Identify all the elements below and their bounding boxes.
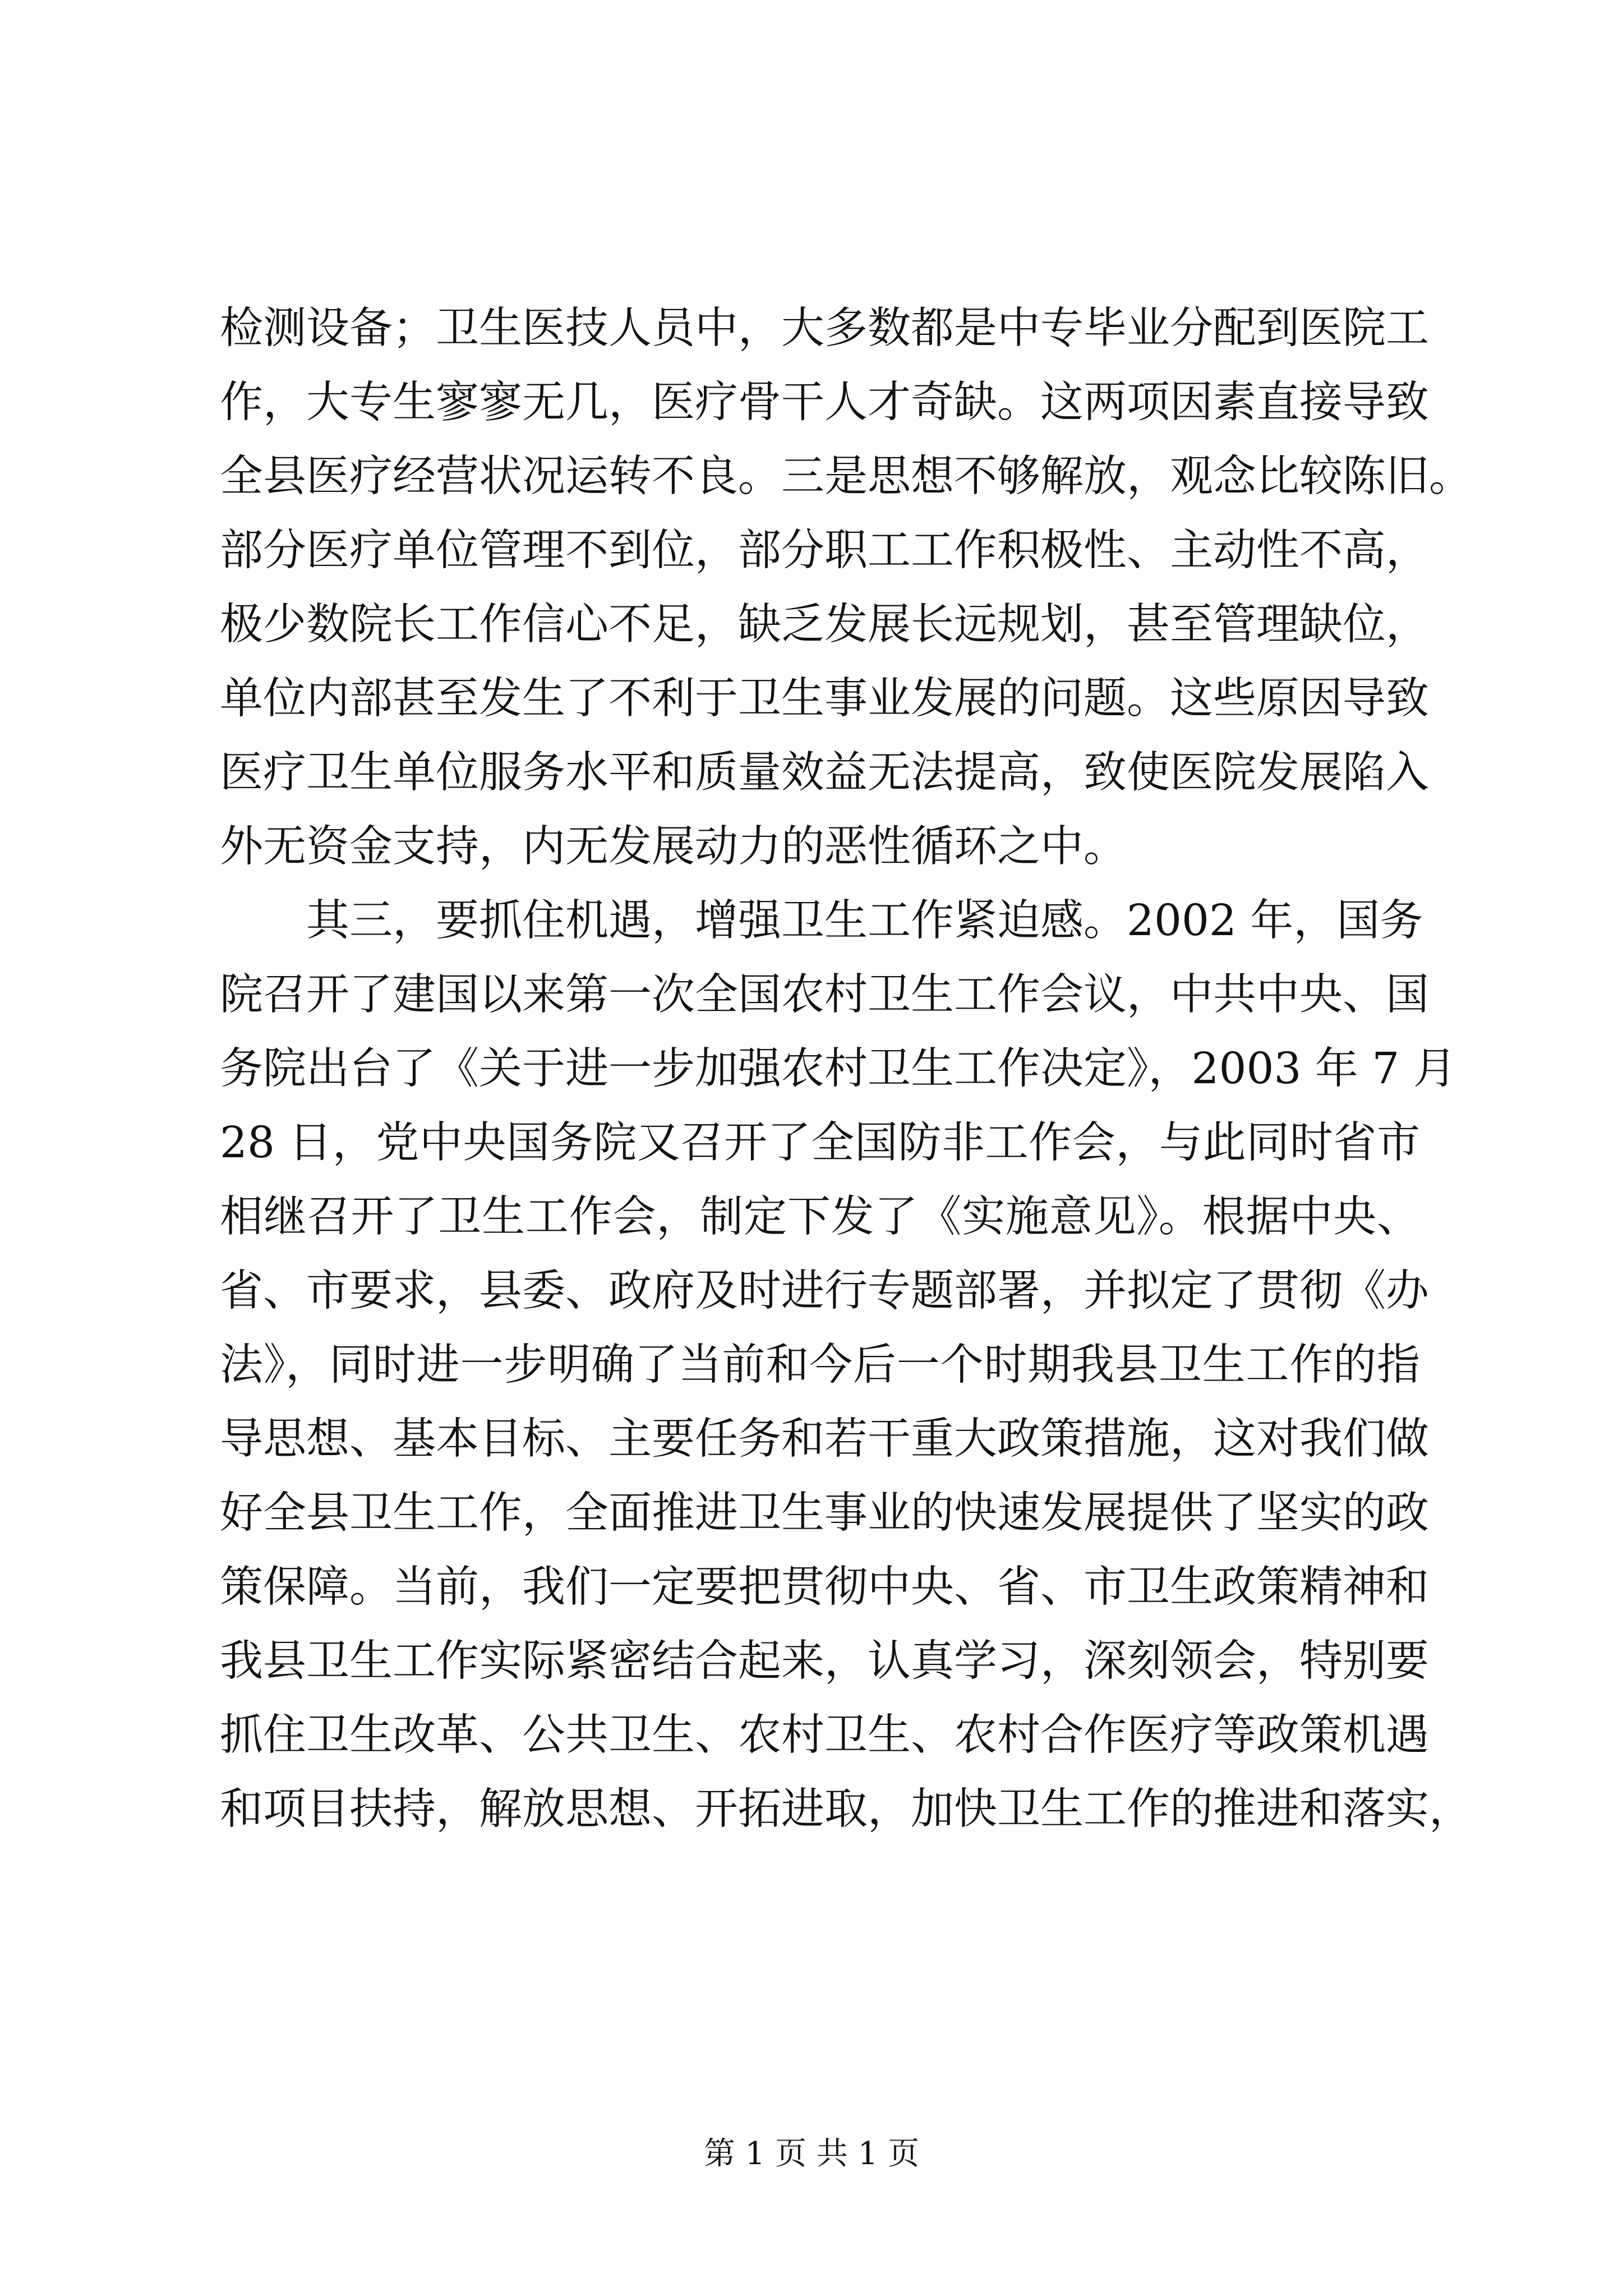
text-line: 抓住卫生改革、公共卫生、农村卫生、农村合作医疗等政策机遇 xyxy=(220,1710,1429,1760)
page-number: 第 1 页 共 1 页 xyxy=(703,2136,920,2172)
body-text xyxy=(220,292,1472,1847)
text-line: 和项目扶持，解放思想、开拓进取，加快卫生工作的推进和落实， xyxy=(220,1784,1472,1834)
text-line: 我县卫生工作实际紧密结合起来，认真学习，深刻领会，特别要 xyxy=(220,1636,1429,1686)
text-line: 院召开了建国以来第一次全国农村卫生工作会议，中共中央、国 xyxy=(220,970,1429,1020)
text-line: 外无资金支持，内无发展动力的恶性循环之中。 xyxy=(220,822,1127,872)
text-line: 法》，同时进一步明确了当前和今后一个时期我县卫生工作的指 xyxy=(220,1340,1420,1390)
text-line: 其三，要抓住机遇，增强卫生工作紧迫感。2002 年，国务 xyxy=(220,896,1423,946)
text-line: 28 日，党中央国务院又召开了全国防非工作会，与此同时省市 xyxy=(220,1118,1420,1168)
text-line: 检测设备；卫生医技人员中，大多数都是中专毕业分配到医院工 xyxy=(220,303,1429,353)
text-line: 策保障。当前，我们一定要把贯彻中央、省、市卫生政策精神和 xyxy=(220,1562,1429,1612)
text-line: 单位内部甚至发生了不利于卫生事业发展的问题。这些原因导致 xyxy=(220,674,1429,724)
text-line: 全县医疗经营状况运转不良。三是思想不够解放，观念比较陈旧。 xyxy=(220,452,1472,501)
text-line: 务院出台了《关于进一步加强农村卫生工作决定》，2003 年 7 月 xyxy=(220,1044,1456,1094)
text-line: 相继召开了卫生工作会，制定下发了《实施意见》。根据中央、 xyxy=(220,1192,1420,1242)
text-line: 好全县卫生工作，全面推进卫生事业的快速发展提供了坚实的政 xyxy=(220,1488,1429,1538)
text-line: 省、市要求，县委、政府及时进行专题部署，并拟定了贯彻《办 xyxy=(220,1266,1429,1316)
text-line: 作，大专生寥寥无几，医疗骨干人才奇缺。这两项因素直接导致 xyxy=(220,378,1429,427)
text-line: 医疗卫生单位服务水平和质量效益无法提高，致使医院发展陷入 xyxy=(220,748,1429,798)
text-line: 部分医疗单位管理不到位，部分职工工作积极性、主动性不高， xyxy=(220,526,1429,576)
text-line: 极少数院长工作信心不足，缺乏发展长远规划，甚至管理缺位， xyxy=(220,600,1429,650)
text-line: 导思想、基本目标、主要任务和若干重大政策措施，这对我们做 xyxy=(220,1414,1429,1464)
page-footer xyxy=(0,2132,1623,2177)
